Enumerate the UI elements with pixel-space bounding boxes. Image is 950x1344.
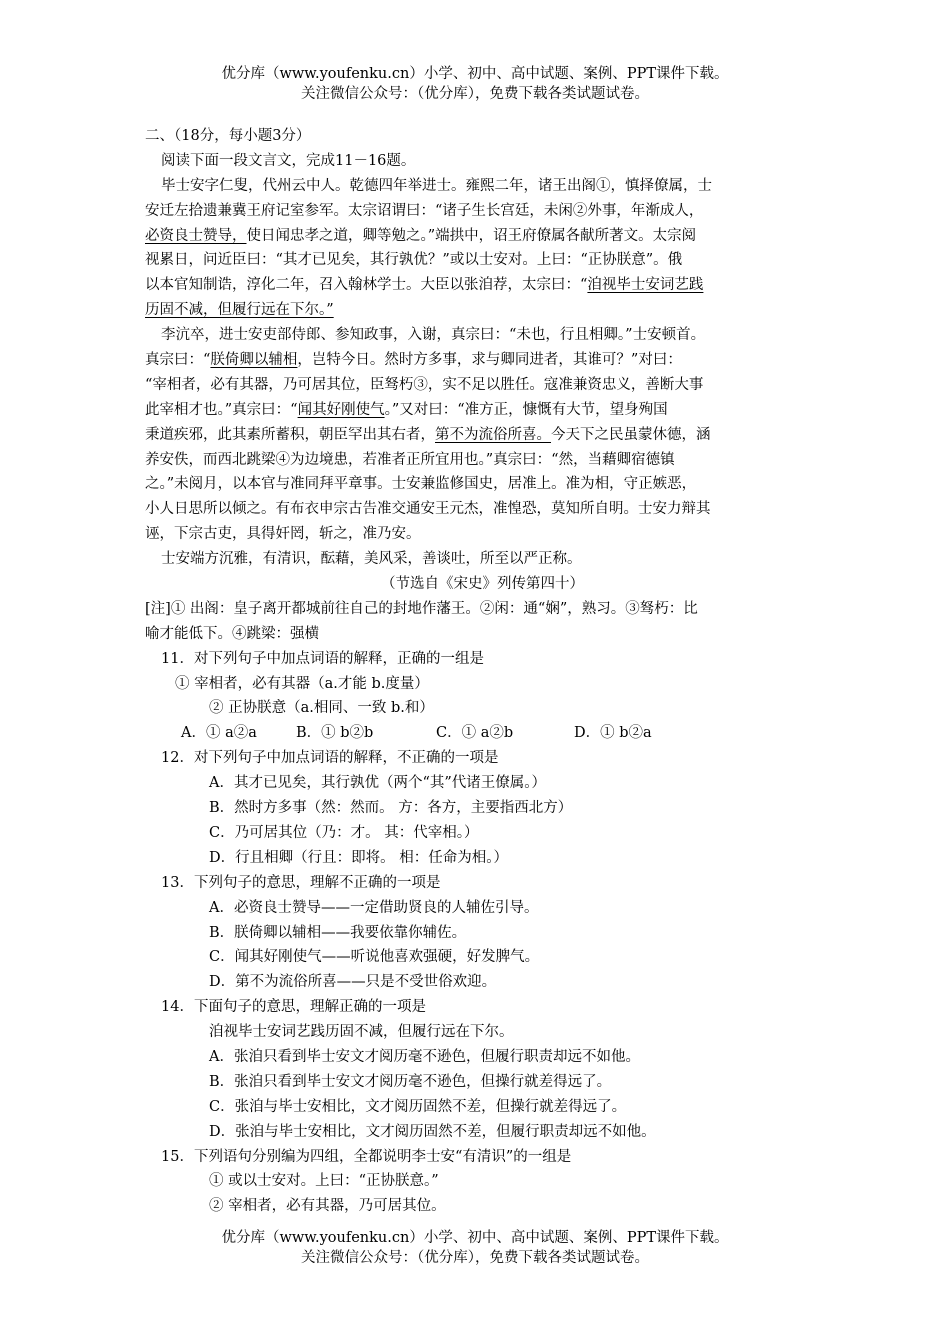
passage-line: 养安佚，而西北跳梁④为边境患，若准者正所宜用也。”真宗曰：“然，当藉卿宿德镇: [145, 451, 675, 468]
note-line: 喻才能低下。④跳梁：强横: [145, 625, 319, 642]
option-b[interactable]: B．朕倚卿以辅相——我要依靠你辅佐。: [209, 924, 467, 941]
option-c[interactable]: C．张洎与毕士安相比，文才阅历固然不差，但操行就差得远了。: [209, 1098, 627, 1115]
option-d[interactable]: D．第不为流俗所喜——只是不受世俗欢迎。: [209, 974, 497, 991]
underlined-phrase: 必资良士赞导，: [145, 227, 247, 244]
question-stem: 15．下列语句分别编为四组，全都说明李士安“有清识”的一组是: [161, 1148, 572, 1165]
passage-line: 安迁左拾遗兼冀王府记室参军。太宗诏谓曰：“诸子生长宫廷，未闲②外事，年渐成人，: [145, 202, 704, 219]
option-b[interactable]: B．张洎只看到毕士安文才阅历毫不逊色，但操行就差得远了。: [209, 1073, 612, 1090]
passage-line: 必资良士赞导，使日闻忠孝之道，卿等勉之。”端拱中，诏王府僚属各献所著文。太宗阅: [145, 227, 697, 244]
passage-source: （节选自《宋史》列传第四十）: [381, 576, 584, 593]
passage-line: 以本官知制诰，淳化二年，召入翰林学士。大臣以张洎荐，太宗曰：“洎视毕士安词艺践: [145, 277, 704, 294]
question-item: ① 或以士安对。上曰：“正协朕意。”: [209, 1173, 439, 1190]
underlined-phrase: 朕倚卿以辅相: [210, 352, 298, 369]
passage-line: 秉道疾邪，此其素所蓄积，朝臣罕出其右者，第不为流俗所喜。今天下之民虽蒙休德，涵: [145, 426, 711, 443]
question-stem: 12．对下列句子中加点词语的解释，不正确的一项是: [161, 750, 499, 767]
passage-line: 之。”未阅月，以本官与准同拜平章事。士安兼监修国史，居准上。准为相，守正嫉恶，: [145, 476, 697, 493]
passage-line: 真宗曰：“朕倚卿以辅相，岂特今日。然时方多事，求与卿同进者，其谁可？”对曰：: [145, 352, 682, 369]
passage: [145, 174, 820, 597]
option-d[interactable]: D．行且相卿（行且：即将。 相：任命为相。）: [209, 849, 508, 866]
option-a[interactable]: A．必资良士赞导——一定借助贤良的人辅佐引导。: [209, 899, 539, 916]
underlined-phrase: 第不为流俗所喜。: [435, 426, 551, 443]
header-line-2: 关注微信公众号：（优分库），免费下载各类试题试卷。: [301, 86, 649, 102]
underlined-phrase: 历固不减，但履行远在下尔。”: [145, 302, 334, 319]
exam-content: [145, 124, 820, 1219]
question-12: [145, 746, 820, 870]
passage-line: 诬，下宗古吏，具得奸罔，斩之，准乃安。: [145, 526, 421, 543]
option-b[interactable]: B．① b②b: [296, 725, 374, 742]
passage-line: [145, 298, 820, 323]
passage-line: 毕士安字仁叟，代州云中人。乾德四年举进士。雍熙二年，诸王出阁①，慎择僚属，士: [161, 177, 712, 194]
passage-line: 此宰相才也。”真宗曰：“闻其好刚使气。”又对曰：“准方正，慷慨有大节，望身殉国: [145, 401, 668, 418]
page-footer: [0, 1228, 950, 1268]
section-instruction: 阅读下面一段文言文，完成11－16题。: [161, 152, 416, 169]
option-c[interactable]: C．闻其好刚使气——听说他喜欢强硬，好发脾气。: [209, 949, 540, 966]
option-d[interactable]: D．张洎与毕士安相比，文才阅历固然不差，但履行职责却远不如他。: [209, 1123, 656, 1140]
answer-options: [145, 721, 820, 746]
question-15: [145, 1145, 820, 1220]
underlined-phrase: 闻其好刚使气: [297, 401, 385, 418]
passage-line: “宰相者，必有其器，乃可居其位，臣驽朽③，实不足以胜任。寇准兼资忠义，善断大事: [145, 376, 704, 393]
passage-line: 士安端方沉雅，有清识，酝藉，美风采，善谈吐，所至以严正称。: [161, 551, 582, 568]
option-c[interactable]: C．① a②b: [436, 725, 514, 742]
option-b[interactable]: B．然时方多事（然：然而。 方：各方，主要指西北方）: [209, 800, 573, 817]
page-header: [0, 64, 950, 104]
footer-line-2: 关注微信公众号：（优分库），免费下载各类试题试卷。: [301, 1250, 649, 1266]
question-stem: 13．下列句子的意思，理解不正确的一项是: [161, 874, 441, 891]
option-a[interactable]: A．其才已见矣，其行孰优（两个“其”代诸王僚属。）: [209, 775, 547, 792]
underlined-phrase: 洎视毕士安词艺践: [587, 277, 704, 294]
option-a[interactable]: A．张洎只看到毕士安文才阅历毫不逊色，但履行职责却远不如他。: [209, 1048, 640, 1065]
question-quote: 洎视毕士安词艺践历固不减，但履行远在下尔。: [209, 1024, 514, 1041]
passage-line: 小人日思所以倾之。有布衣申宗古告准交通安王元杰，准惶恐，莫知所自明。士安力辩其: [145, 501, 711, 518]
option-d[interactable]: D．① b②a: [574, 725, 652, 742]
option-c[interactable]: C．乃可居其位（乃：才。 其：代宰相。）: [209, 824, 479, 841]
question-stem: 11．对下列句子中加点词语的解释，正确的一组是: [161, 650, 484, 667]
question-14: [145, 995, 820, 1144]
question-item: ② 正协朕意（a.相同、一致 b.和）: [209, 700, 434, 717]
notes: [145, 597, 820, 647]
note-line: [注]① 出阁：皇子离开都城前往自己的封地作藩王。②闲：通“娴”，熟习。③驽朽：比: [145, 600, 698, 617]
question-item: ② 宰相者，必有其器，乃可居其位。: [209, 1198, 446, 1215]
passage-line: 李沆卒，进士安吏部侍郎、参知政事，入谢，真宗曰：“未也，行且相卿。”士安顿首。: [161, 327, 706, 344]
question-11: [145, 647, 820, 747]
option-a[interactable]: A．① a②a: [181, 725, 257, 742]
question-stem: 14．下面句子的意思，理解正确的一项是: [161, 999, 426, 1016]
question-item: ① 宰相者，必有其器（a.才能 b.度量）: [175, 675, 429, 692]
header-line-1: 优分库（www.youfenku.cn）小学、初中、高中试题、案例、PPT课件下载。: [221, 66, 729, 82]
footer-line-1: 优分库（www.youfenku.cn）小学、初中、高中试题、案例、PPT课件下载。: [221, 1230, 729, 1246]
section-title: 二、（18分，每小题3分）: [145, 128, 311, 144]
passage-line: 视累日，问近臣曰：“其才已见矣，其行孰优？”或以士安对。上曰：“正协朕意”。俄: [145, 252, 683, 269]
question-13: [145, 871, 820, 995]
